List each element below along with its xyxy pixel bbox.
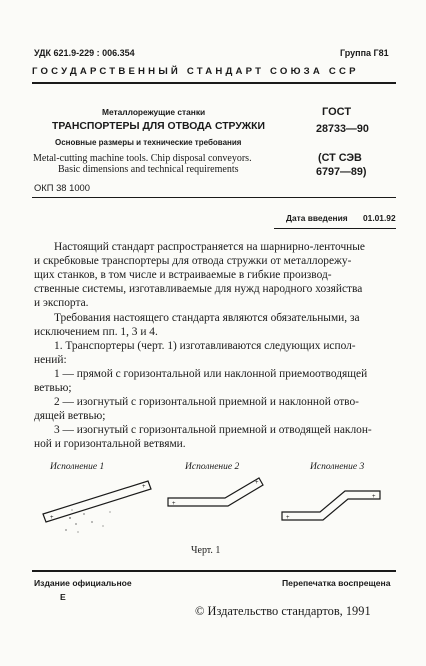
paragraph-variant-1	[34, 367, 396, 395]
intro-date-label: Дата введения	[286, 213, 348, 223]
mark-plus: +	[255, 480, 259, 486]
text-line: 1 — прямой с горизонтальной или наклонной приемоотводящей	[54, 368, 368, 380]
mark-plus: +	[372, 494, 376, 500]
mark-plus: +	[286, 515, 290, 521]
text-line: нений:	[34, 354, 67, 367]
text-line: 3 — изогнутый с горизонтальной приемной и отводящей наклон-	[54, 424, 372, 436]
text-line: ветвью;	[34, 382, 72, 395]
official-edition: Издание официальное	[34, 578, 132, 588]
conveyor-figure	[0, 470, 426, 550]
text-line: щих станков, в том числе и встраиваемые в гибкие производ-	[34, 269, 332, 282]
intro-date-value: 01.01.92	[363, 213, 396, 223]
sev-reference: (СТ СЭВ	[318, 152, 362, 164]
text-line: 1. Транспортеры (черт. 1) изготавливаются следующих испол-	[54, 340, 356, 352]
copyright: © Издательство стандартов, 1991	[195, 604, 371, 618]
header-rule	[32, 82, 396, 84]
okp-code: ОКП 38 1000	[34, 182, 90, 193]
text-line: дящей ветвью;	[34, 410, 106, 423]
paragraph-item-1	[34, 339, 396, 367]
english-subtitle: Basic dimensions and technical requirements	[58, 164, 239, 175]
doc-title: ТРАНСПОРТЕРЫ ДЛЯ ОТВОДА СТРУЖКИ	[52, 121, 265, 132]
paragraph-variant-2	[34, 395, 396, 423]
paragraph-scope	[34, 240, 396, 310]
text-line: и экспорта.	[34, 297, 89, 310]
gost-label: ГОСТ	[322, 106, 352, 118]
figure-label: Черт. 1	[191, 545, 221, 556]
title-rule	[32, 197, 396, 198]
caption-variant-3: Исполнение 3	[310, 462, 365, 472]
standard-title: ГОСУДАРСТВЕННЫЙ СТАНДАРТ СОЮЗА ССР	[32, 66, 359, 77]
doc-category: Металлорежущие станки	[102, 107, 206, 117]
text-line: исключением пп. 1, 3 и 4.	[34, 326, 158, 339]
sev-number: 6797—89)	[316, 166, 367, 178]
group-code: Группа Г81	[340, 48, 389, 58]
text-line: Требования настоящего стандарта являются обязательными, за	[54, 312, 360, 324]
mark-plus: +	[172, 501, 176, 507]
conveyor-double-bent-shape	[282, 491, 380, 520]
mark-plus: +	[50, 515, 54, 521]
footer-rule	[32, 570, 396, 572]
udk-code: УДК 621.9-229 : 006.354	[34, 48, 135, 58]
text-line: ственные системы, изготавливаемые для нужд народного хозяйства	[34, 283, 363, 296]
conveyor-straight-shape	[43, 481, 151, 522]
caption-variant-2: Исполнение 2	[185, 462, 240, 472]
mark-plus: +	[142, 484, 146, 490]
text-line: ной и горизонтальной ветвями.	[34, 438, 186, 451]
text-line: Настоящий стандарт распространяется на шарнирно-ленточные	[54, 241, 365, 253]
doc-subtitle: Основные размеры и технические требования	[55, 138, 242, 147]
paragraph-mandatory	[34, 311, 396, 339]
text-line: 2 — изогнутый с горизонтальной приемной и наклонной отво-	[54, 396, 359, 408]
date-rule	[274, 228, 396, 229]
gost-number: 28733—90	[316, 123, 369, 135]
edition-letter: Е	[60, 592, 66, 602]
reprint-notice: Перепечатка воспрещена	[282, 578, 391, 588]
paragraph-variant-3	[34, 423, 396, 451]
text-line: и скребковые транспортеры для отвода стружки от металлорежу-	[34, 255, 352, 268]
conveyor-bent-shape	[168, 478, 263, 506]
caption-variant-1: Исполнение 1	[50, 462, 105, 472]
english-title: Metal-cutting machine tools. Chip disposal conveyors.	[33, 153, 252, 164]
